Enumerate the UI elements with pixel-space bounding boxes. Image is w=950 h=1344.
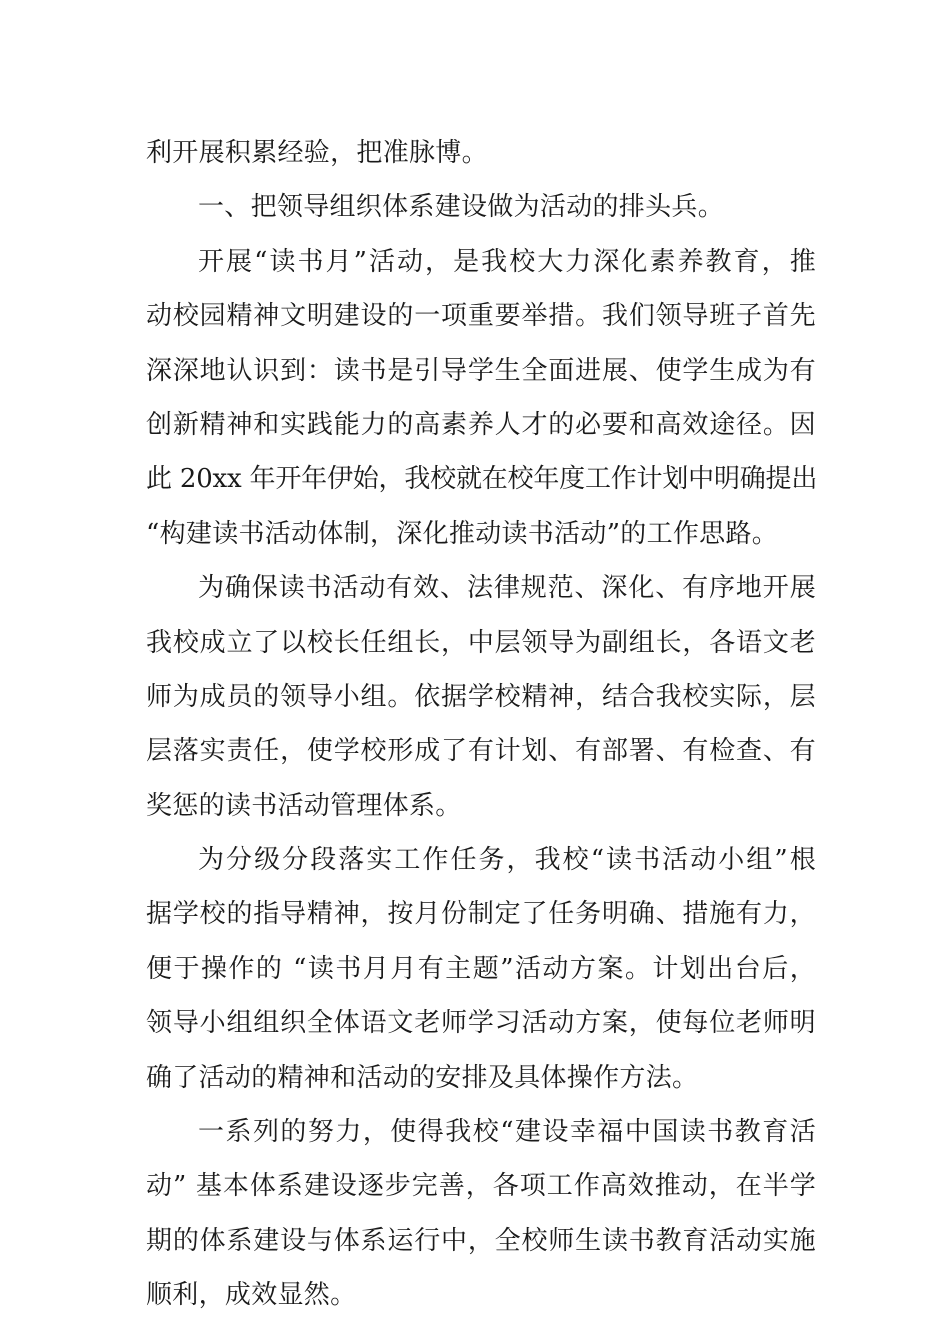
- text-line: 领导小组组织全体语文老师学习活动方案，使每位老师明: [146, 1008, 816, 1039]
- text-line: “构建读书活动体制，深化推动读书活动”的工作思路。: [146, 518, 779, 549]
- text-line: 确了活动的精神和活动的安排及具体操作方法。: [146, 1062, 699, 1093]
- text-line: 为确保读书活动有效、法律规范、深化、有序地开展: [198, 573, 816, 604]
- text-line: 利开展积累经验，把准脉博。: [146, 138, 488, 168]
- document-body: [146, 126, 816, 1323]
- text-line: 便于操作的 “读书月月有主题”活动方案。计划出台后，: [146, 953, 816, 984]
- text-line: 开展“读书月”活动，是我校大力深化素养教育，推: [198, 246, 816, 277]
- text-line: 奖惩的读书活动管理体系。: [146, 790, 462, 821]
- text-line: 师为成员的领导小组。依据学校精神，结合我校实际，层: [146, 681, 816, 712]
- text-line: 顺利，成效显然。: [146, 1280, 357, 1311]
- text-line: 一系列的努力，使得我校“建设幸福中国读书教育活: [198, 1117, 816, 1148]
- text-line: 据学校的指导精神，按月份制定了任务明确、措施有力，: [146, 899, 816, 930]
- text-line: 深深地认识到：读书是引导学生全面进展、使学生成为有: [146, 355, 816, 386]
- text-line: 一、把领导组织体系建设做为活动的排头兵。: [198, 192, 725, 223]
- text-line: 为分级分段落实工作任务，我校“读书活动小组”根: [198, 845, 816, 876]
- text-line: 动校园精神文明建设的一项重要举措。我们领导班子首先: [146, 301, 816, 332]
- text-line: 层落实责任，使学校形成了有计划、有部署、有检查、有: [146, 736, 816, 767]
- text-line: 创新精神和实践能力的高素养人才的必要和高效途径。因: [146, 409, 816, 440]
- text-line: 动” 基本体系建设逐步完善，各项工作高效推动，在半学: [146, 1171, 816, 1202]
- text-line: 期的体系建设与体系运行中，全校师生读书教育活动实施: [146, 1225, 816, 1256]
- text-line: 此 20xx 年开年伊始，我校就在校年度工作计划中明确提出: [146, 464, 818, 495]
- text-line: 我校成立了以校长任组长，中层领导为副组长，各语文老: [146, 627, 816, 658]
